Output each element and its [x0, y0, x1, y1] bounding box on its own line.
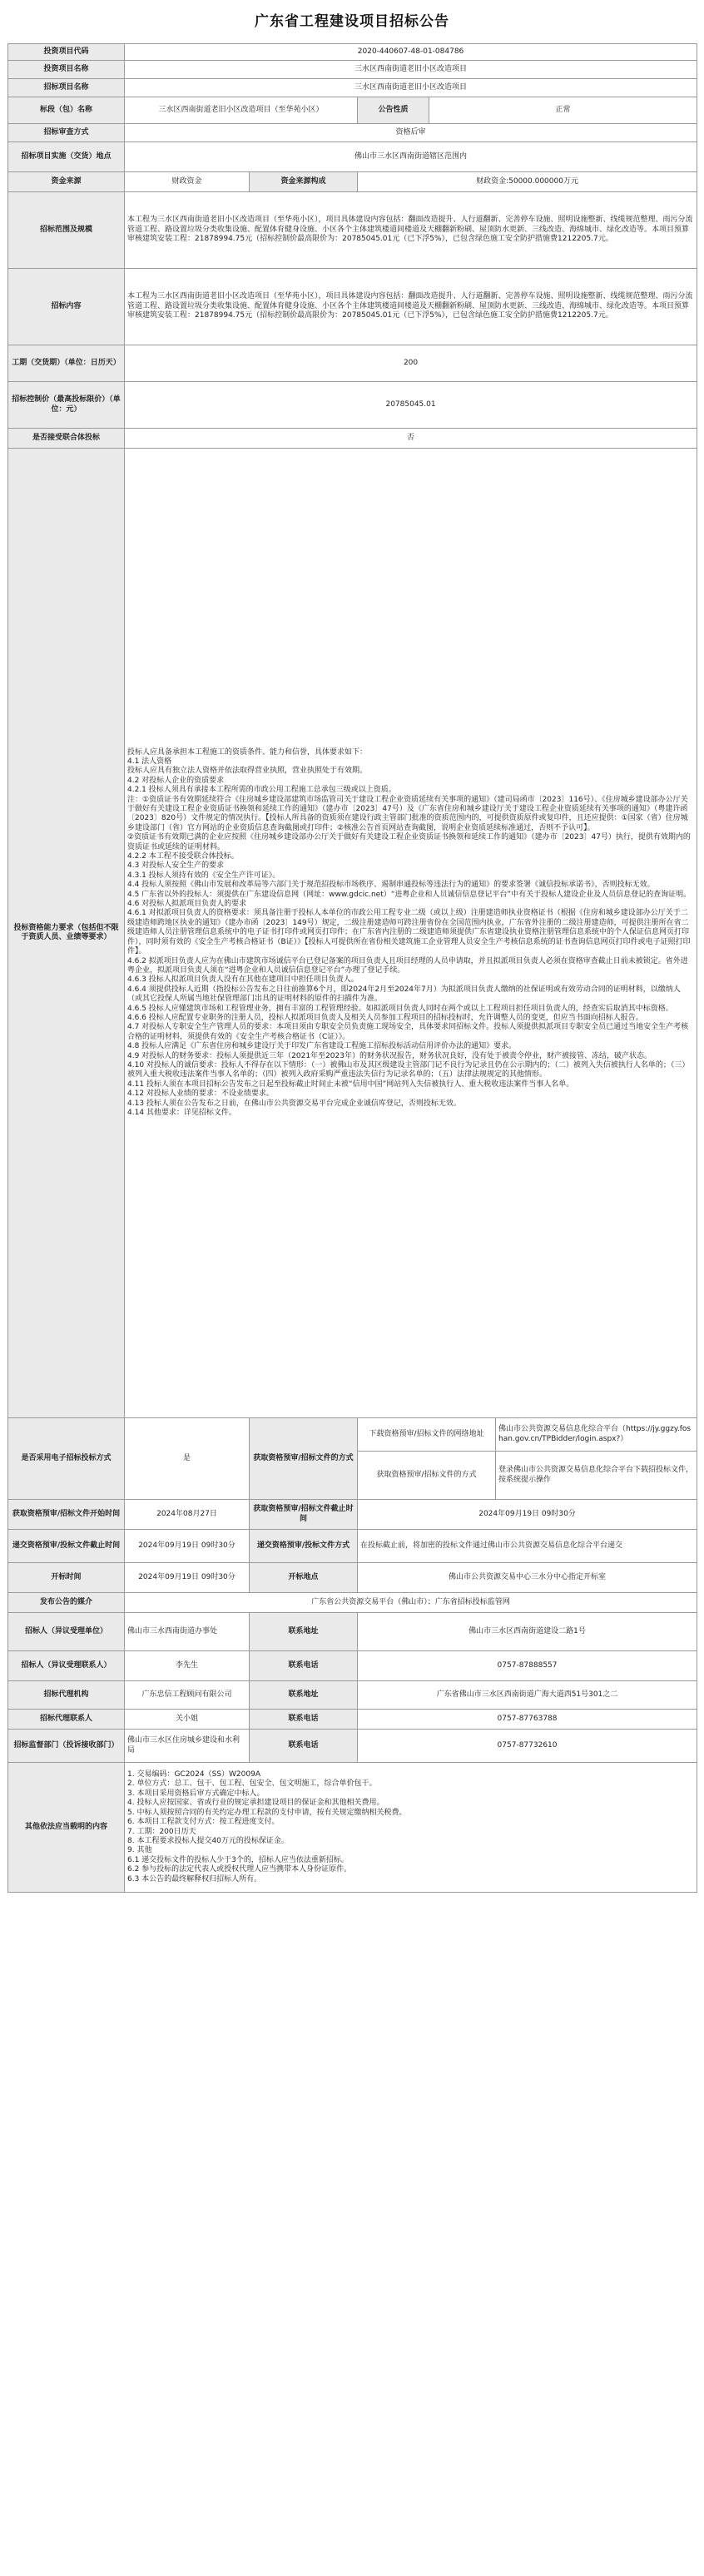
section-label: 标段（包）名称 [8, 97, 125, 124]
table-row [8, 382, 697, 429]
max-price-value: 20785045.01 [125, 382, 697, 429]
notice-table [7, 43, 697, 1893]
qualification-paragraph: 4.1 法人资格 [127, 757, 172, 766]
tenderer-phone-value: 0757-87888557 [358, 1651, 697, 1681]
tenderer-address-label: 联系地址 [250, 1613, 358, 1651]
notice-nature-label: 公告性质 [358, 97, 429, 124]
table-row [8, 1500, 697, 1530]
qualification-paragraph: 4.6.5 投标人应懂建筑市场和工程管理业务，拥有丰富的工程管理经验。如拟派项目负责人同时在两个或以上工程项目担任项目负责人的，经查实后取消其中标资格。 [127, 1004, 673, 1013]
qualification-paragraph: 4.10 对投标人的诚信要求：投标人不得存在以下情形：（一）被佛山市及其区级建设主管部门记不良行为记录且仍在公示期内的；（二）被列入失信被执行人名单的；（三）被列入重大税收违法案件当事人名单的；（四）被列入政府采购严重违法失信行为记录名单的；（五）法律法规规定的其他情形。 [127, 1060, 690, 1080]
tender-project-name-value: 三水区西南街道老旧小区改造项目 [125, 79, 697, 97]
qualification-paragraph: 4.13 投标人须在公告发布之日前，在佛山市公共资源交易平台完成企业诚信库登记，否则投标无效。 [127, 1099, 461, 1108]
opening-time-label: 开标时间 [8, 1563, 125, 1593]
qualification-paragraph: 4.6.1 对拟派项目负责人的资格要求：须具备注册于投标人本单位的市政公用工程专业二级（或以上级）注册建造师执业资格证书（根据《住房和城乡建设部办公厅关于二级建造师跨地区执业的通知》（建办市函〔2023〕149号）规定，二级注册建造师可跨注册省份在全国范围内执业，广东省外注册的二级注册建造师，可提供注册所在省二级建造师人员注册管理信息系统中的电子证书打印件或网页打印件；在广东省内注册的二级建造师须提供广东省建设执业资格注册管理信息系统中的个人保证信息网页打印件），同时须有效的《安全生产考核合格证书（B证）》【投标人可提供所在省份相关建筑施工企业管理人员安全生产考核信息系统的证书查询信息网页打印件或电子证照打印件】。 [127, 909, 691, 956]
supervisor-phone-value: 0757-87732610 [358, 1730, 697, 1763]
doc-start-value: 2024年08月27日 [125, 1500, 250, 1530]
doc-end-label: 获取资格预审/招标文件截止时间 [250, 1500, 358, 1530]
other-paragraph: 8. 本工程要求投标人提交40万元的投标保证金。 [127, 1836, 289, 1845]
qualification-paragraphs [127, 748, 694, 1119]
agency-label: 招标代理机构 [8, 1681, 125, 1710]
qualification-paragraph: ②资质证书有效期已满的企业应按照《住房城乡建设部办公厅关于做好有关建设工程企业资质证书换领和延续工作的通知》（建办市〔2023〕47号）执行，提供有效期内的资质证书或延续的证明材料。 [127, 833, 691, 851]
bid-deadline-label: 递交资格预审/投标文件截止时间 [8, 1530, 125, 1563]
doc-method-label: 获取资格预审/招标文件的方式 [250, 1418, 358, 1500]
tenderer-contact-label: 招标人（异议受理联系人） [8, 1651, 125, 1681]
table-row [8, 1418, 697, 1452]
qualification-value [125, 449, 697, 1418]
content-label: 招标内容 [8, 269, 125, 345]
qualification-paragraph: 4.3 对投标人安全生产的要求 [127, 861, 225, 871]
funding-composition-value: 财政资金:50000.000000万元 [358, 172, 697, 192]
agency-contact-value: 关小姐 [125, 1710, 250, 1730]
project-name-label: 投资项目名称 [8, 61, 125, 79]
agency-phone-value: 0757-87763788 [358, 1710, 697, 1730]
table-row [8, 429, 697, 449]
qualification-paragraph: 4.6.3 投标人拟派项目负责人没有在其他在建项目中担任项目负责人。 [127, 975, 359, 985]
supervisor-label: 招标监督部门（投诉接收部门） [8, 1730, 125, 1763]
table-row [8, 44, 697, 61]
media-value: 广东省公共资源交易平台（佛山市）；广东省招标投标监管网 [125, 1593, 697, 1613]
tenderer-contact-value: 李先生 [125, 1651, 250, 1681]
agency-contact-label: 招标代理联系人 [8, 1710, 125, 1730]
table-row [8, 1763, 697, 1893]
qualification-paragraph: 投标人应具备承担本工程施工的资质条件、能力和信誉，具体要求如下： [127, 747, 368, 757]
other-paragraph: 6. 本项目工程款支付方式：按工程进度支付。 [127, 1818, 280, 1827]
other-paragraphs [127, 1770, 694, 1884]
electronic-value: 是 [125, 1418, 250, 1500]
bid-method-label: 递交资格预审/投标文件方式 [250, 1530, 358, 1563]
funding-source-label: 资金来源 [8, 172, 125, 192]
duration-value: 200 [125, 345, 697, 382]
doc-end-value: 2024年09月19日 09时30分 [358, 1500, 697, 1530]
table-row [8, 1710, 697, 1730]
media-label: 发布公告的媒介 [8, 1593, 125, 1613]
other-paragraph: 1. 交易编码：GC2024（SS）W2009A [127, 1770, 260, 1779]
project-code-label: 投资项目代码 [8, 44, 125, 61]
qualification-paragraph: 4.2.2 本工程不接受联合体投标。 [127, 852, 239, 861]
tenderer-value: 佛山市三水西南街道办事处 [125, 1613, 250, 1651]
location-label: 招标项目实施（交货）地点 [8, 142, 125, 172]
table-row [8, 269, 697, 345]
qualification-paragraph: 投标人应具有独立法人资格并依法取得营业执照，营业执照处于有效期。 [127, 767, 368, 776]
tenderer-phone-label: 联系电话 [250, 1651, 358, 1681]
funding-composition-label: 资金来源构成 [250, 172, 358, 192]
consortium-value: 否 [125, 429, 697, 449]
table-row [8, 1530, 697, 1563]
tenderer-label: 招标人（异议受理单位） [8, 1613, 125, 1651]
doc-start-label: 获取资格预审/招标文件开始时间 [8, 1500, 125, 1530]
qualification-label: 投标资格能力要求（包括但不限于资质人员、业绩等要求） [8, 449, 125, 1418]
bid-deadline-value: 2024年09月19日 09时30分 [125, 1530, 250, 1563]
opening-time-value: 2024年09月19日 09时30分 [125, 1563, 250, 1593]
qualification-paragraph: 4.8 投标人应满足《广东省住房和城乡建设厅关于印发广东省建设工程施工招标投标活动信用评价办法的通知》要求。 [127, 1042, 517, 1051]
electronic-label: 是否采用电子招标投标方式 [8, 1418, 125, 1500]
agency-address-label: 联系地址 [250, 1681, 358, 1710]
table-row [8, 1593, 697, 1613]
table-row [8, 1651, 697, 1681]
content-value: 本工程为三水区西南街道老旧小区改造项目（至华苑小区），项目具体建设内容包括：翻面改造提升、人行道翻新、完善停车设施、照明设施整新、线缆规范整理、雨污分流管道工程、路设置垃圾分类收集设施、配置体育健身设施、小区各个主体建筑楼道间楼道及天棚翻新粉刷、屋顶防水更新、三线改造、海绵城市、绿化改造等。本项目预算审核建筑安装工程：21878994.75元（招标控制价最高限价为：20785045.01元（已下浮5%），已包含绿色施工安全防护措施费1212205.7元。 [125, 269, 697, 345]
max-price-label: 招标控制价（最高投标限价）（单位：元） [8, 382, 125, 429]
other-paragraph: 3. 本项目采用资格后审方式确定中标人。 [127, 1789, 265, 1798]
agency-value: 广东忠信工程顾问有限公司 [125, 1681, 250, 1710]
table-row [8, 192, 697, 269]
table-row [8, 124, 697, 142]
agency-phone-label: 联系电话 [250, 1710, 358, 1730]
other-label: 其他依法应当载明的内容 [8, 1763, 125, 1893]
notice-nature-value: 正常 [429, 97, 697, 124]
qualification-paragraph: 4.3.1 投标人须持有效的《安全生产许可证》。 [127, 871, 280, 880]
page-title: 广东省工程建设项目招标公告 [255, 13, 449, 30]
download-address-value[interactable]: 佛山市公共资源交易信息化综合平台（https://jy.ggzy.foshan.gov.cn/TPBidder/login.aspx?） [496, 1418, 697, 1452]
duration-label: 工期（交货期）（单位：日历天） [8, 345, 125, 382]
other-value [125, 1763, 697, 1893]
table-row [8, 345, 697, 382]
other-paragraph: 2. 单位方式：总工、包干、包工程、包安全、包文明施工，综合单价包干。 [127, 1779, 377, 1789]
supervisor-value: 佛山市三水区住房城乡建设和水利局 [125, 1730, 250, 1763]
project-name-value: 三水区西南街道老旧小区改造项目 [125, 61, 697, 79]
table-row [8, 1613, 697, 1651]
doc-access-label: 获取资格预审/招标文件的方式 [358, 1452, 496, 1500]
table-row [8, 449, 697, 1418]
qualification-paragraph: 4.7 对投标人专职安全生产管理人员的要求：本项目须由专职安全员负责施工现场安全，具体要求同招标文件。投标人须提供拟派项目专职安全员已通过当地安全生产考核合格的证明材料，须提供有效的《安全生产考核合格证书（C证）》。 [127, 1023, 689, 1041]
other-paragraph: 6.1 递交投标文件的投标人少于3个的，招标人应当依法重新招标。 [127, 1855, 349, 1864]
table-row [8, 1730, 697, 1763]
download-address-label: 下载资格预审/招标文件的网络地址 [358, 1418, 496, 1452]
qualification-paragraph: 4.4 投标人须按照《佛山市发展和改革局等六部门关于规范招投标市场秩序、遏制串通投标等违法行为的通知》的要求签署《诚信投标承诺书》，否则投标无效。 [127, 881, 655, 890]
scope-label: 招标范围及规模 [8, 192, 125, 269]
scope-value: 本工程为三水区西南街道老旧小区改造项目（至华苑小区），项目具体建设内容包括：翻面改造提升、人行道翻新、完善停车设施、照明设施整新、线缆规范整理、雨污分流管道工程、路设置垃圾分类收集设施、配置体育健身设施、小区各个主体建筑楼道间楼道及天棚翻新粉刷、屋顶防水更新、三线改造、海绵城市、绿化改造等。本项目预算审核建筑安装工程：21878994.75元（招标控制价最高限价为：20785045.01元（已下浮5%），已包含绿色施工安全防护措施费1212205.7元。 [125, 192, 697, 269]
consortium-label: 是否接受联合体投标 [8, 429, 125, 449]
other-paragraph: 9. 其他 [127, 1846, 152, 1855]
section-value: 三水区西南街道老旧小区改造项目（至华苑小区） [125, 97, 358, 124]
review-method-value: 资格后审 [125, 124, 697, 142]
qualification-paragraph: 4.6 对投标人拟派项目负责人的要求 [127, 900, 247, 909]
table-row [8, 142, 697, 172]
bid-method-value: 在投标截止前，将加密的投标文件通过佛山市公共资源交易信息化综合平台递交 [358, 1530, 697, 1563]
other-paragraph: 4. 投标人应按国家、省或行业的规定承担建设项目的保证金和其他相关费用。 [127, 1799, 384, 1808]
qualification-paragraph: 4.9 对投标人的财务要求：投标人须提供近三年（2021年至2023年）的财务状况报告，财务状况良好，没有处于被责令停业，财产被接管、冻结，破产状态。 [127, 1051, 652, 1060]
qualification-paragraph: 4.6.4 须提供投标人近期（指投标公告发布之日往前推算6个月，即2024年2月至2024年7月）为拟派项目负责人缴纳的社保证明或有效劳动合同的证明材料，以缴纳人（或其它投保人所属当地社保管理部门出具的证明材料的原件的扫描件为准。 [127, 985, 681, 1004]
table-row [8, 97, 697, 124]
agency-address-value: 广东省佛山市三水区西南街道广海大道西51号301之二 [358, 1681, 697, 1710]
other-paragraph: 6.3 本公告的最终解释权归招标人所有。 [127, 1874, 262, 1884]
other-paragraph: 6.2 参与投标的法定代表人或授权代理人应当携带本人身份证原件。 [127, 1865, 352, 1874]
project-code-value: 2020-440607-48-01-084786 [125, 44, 697, 61]
other-paragraph: 7. 工期：200日历天 [127, 1827, 196, 1836]
qualification-paragraph: 4.6.6 投标人应配置专业职务的注册人员，投标人拟派项目负责人及相关人员参加工程项目的招标投标时，允许调整人员的变更，但应当书面向招标人报告。 [127, 1013, 643, 1022]
qualification-paragraph: 4.2 对投标人企业的资质要求 [127, 776, 225, 785]
table-row [8, 1563, 697, 1593]
review-method-label: 招标审查方式 [8, 124, 125, 142]
qualification-paragraph: 注：①资质证书有效期延续符合《住房城乡建设部建筑市场监管司关于建设工程企业资质延续有关事项的通知》（建司局函市〔2023〕116号）、《住房城乡建设部办公厅关于做好有关建设工程企业资质证书换领和延续工作的通知》（建办市〔2023〕47号）及《广东省住房和城乡建设厅关于建设工程企业资质延续有关事项的通知》（粤建许函〔2023〕820号）文件规定的情况执行。【投标人所具备的资质须在建设行政主管部门批准的资质范围内的，可提供资质原件或复印件，且还应提供：①国家（省）住房城乡建设部门（省）官方网站的企业资质信息查询截图或打印件；②核准公告首页网站查询截图，说明企业资质延续标准通过，否则不予认可】。 [127, 795, 688, 832]
opening-place-label: 开标地点 [250, 1563, 358, 1593]
qualification-paragraph: 4.11 投标人须在本项目招标公告发布之日起至投标截止时间止未被“信用中国”网站列入失信被执行人、重大税收违法案件当事人名单。 [127, 1080, 574, 1089]
funding-source-value: 财政资金 [125, 172, 250, 192]
table-row [8, 79, 697, 97]
tender-project-name-label: 招标项目名称 [8, 79, 125, 97]
table-row [8, 1681, 697, 1710]
opening-place-value: 佛山市公共资源交易中心三水分中心指定开标室 [358, 1563, 697, 1593]
qualification-paragraph: 4.6.2 拟派项目负责人应为在佛山市建筑市场诚信平台已登记备案的项目负责人且项目经理的人员申请取，并且拟派项目负责人必须在资格审查截止日前未被锁定。省外进粤企业，拟派项目负责人须在“进粤企业和人员诚信信息登记平台”办理了登记手续。 [127, 956, 688, 975]
qualification-paragraph: 4.14 其他要求：详见招标文件。 [127, 1109, 236, 1118]
table-row [8, 61, 697, 79]
other-paragraph: 5. 中标人须按照合同的有关约定办理工程款的支付申请，按有关规定缴纳相关税费。 [127, 1808, 407, 1817]
qualification-paragraph: 4.2.1 投标人须具有承接本工程所需的市政公用工程施工总承包三级或以上资质。 [127, 786, 396, 795]
supervisor-phone-label: 联系电话 [250, 1730, 358, 1763]
table-row [8, 172, 697, 192]
tenderer-address-value: 佛山市三水区西南街道建设二路1号 [358, 1613, 697, 1651]
qualification-paragraph: 4.12 对投标人业绩的要求：不设业绩要求。 [127, 1089, 274, 1099]
location-value: 佛山市三水区西南街道辖区范围内 [125, 142, 697, 172]
doc-access-value: 登录佛山市公共资源交易信息化综合平台下载招投标文件，按系统提示操作 [496, 1452, 697, 1500]
qualification-paragraph: 4.5 广东省以外的投标人：须提供在广东建设信息网（网址：www.gdcic.net）“进粤企业和人员诚信信息登记平台”中有关于投标人建设企业及人员信息登记的查询证明。 [127, 890, 692, 899]
